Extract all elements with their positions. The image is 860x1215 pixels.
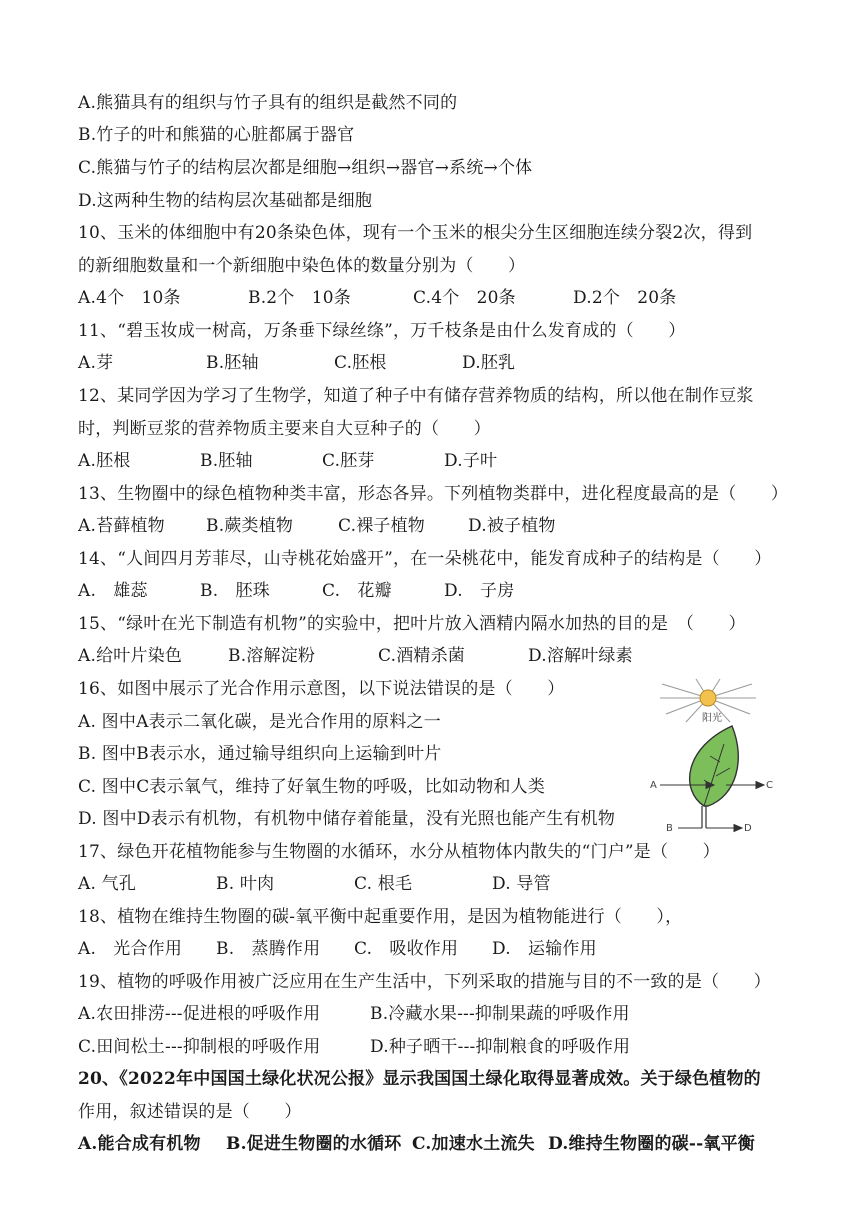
- q14-option-d: D. 子房: [444, 581, 515, 601]
- q19-options-row1: [78, 1003, 662, 1025]
- q18-option-c: C. 吸收作用: [354, 939, 459, 959]
- q17-option-a: A. 气孔: [78, 874, 137, 894]
- q20-option-d: D.维持生物圈的碳--氧平衡: [548, 1134, 755, 1154]
- label-d: D: [744, 823, 752, 834]
- q19-options-row2: [78, 1036, 662, 1058]
- q17-stem: 17、绿色开花植物能参与生物圈的水循环，水分从植物体内散失的“门户”是（ ）: [78, 842, 720, 862]
- q20-stem-line1: 20、《2022年中国国土绿化状况公报》显示我国国土绿化取得显著成效。关于绿色植物的: [78, 1069, 761, 1089]
- q20-option-a: A.能合成有机物: [78, 1134, 201, 1154]
- q13-options: [78, 515, 556, 537]
- sun-label: 阳光: [702, 713, 722, 724]
- q13-option-c: C.裸子植物: [338, 516, 426, 536]
- q10-options: [78, 287, 676, 309]
- label-a: A: [650, 780, 657, 791]
- q19-option-d: D.种子晒干---抑制粮食的呼吸作用: [370, 1037, 631, 1057]
- q12-option-a: A.胚根: [78, 451, 131, 471]
- q11-option-b: B.胚轴: [206, 353, 259, 373]
- q17-option-c: C. 根毛: [354, 874, 413, 894]
- q16-option-a: A. 图中A表示二氧化碳，是光合作用的原料之一: [78, 712, 441, 732]
- q11-stem: 11、“碧玉妆成一树高，万条垂下绿丝绦”，万千枝条是由什么发育成的（ ）: [78, 321, 686, 341]
- leaf-icon: [690, 726, 739, 828]
- label-c: C: [766, 780, 773, 791]
- q16-option-c: C. 图中C表示氧气，维持了好氧生物的呼吸，比如动物和人类: [78, 777, 546, 797]
- q15-option-b: B.溶解淀粉: [228, 646, 316, 666]
- q15-option-d: D.溶解叶绿素: [528, 646, 633, 666]
- photosynthesis-diagram: [640, 678, 780, 838]
- q13-option-b: B.蕨类植物: [206, 516, 294, 536]
- q18-option-b: B. 蒸腾作用: [216, 939, 321, 959]
- q14-stem: 14、“人间四月芳菲尽，山寺桃花始盛开”，在一朵桃花中，能发育成种子的结构是（ ）: [78, 549, 772, 569]
- q11-option-a: A.芽: [78, 353, 114, 373]
- q10-option-b: B.2个 10条: [248, 288, 351, 308]
- q10-stem-line1: 10、玉米的体细胞中有20条染色体，现有一个玉米的根尖分生区细胞连续分裂2次，得到: [78, 223, 753, 243]
- q13-option-d: D.被子植物: [468, 516, 556, 536]
- q11-option-d: D.胚乳: [462, 353, 516, 373]
- q10-option-a: A.4个 10条: [78, 288, 181, 308]
- q15-option-a: A.给叶片染色: [78, 646, 183, 666]
- q14-option-c: C. 花瓣: [322, 581, 392, 601]
- q11-option-c: C.胚根: [334, 353, 387, 373]
- q18-options: [78, 938, 630, 960]
- q17-options: [78, 873, 630, 895]
- q14-option-b: B. 胚珠: [200, 581, 270, 601]
- q20-option-c: C.加速水土流失: [412, 1134, 535, 1154]
- q19-stem: 19、植物的呼吸作用被广泛应用在生产生活中，下列采取的措施与目的不一致的是（ ）: [78, 972, 771, 992]
- q9-option-b: B.竹子的叶和熊猫的心脏都属于器官: [78, 125, 355, 145]
- label-b: B: [666, 823, 673, 834]
- q19-option-a: A.农田排涝---促进根的呼吸作用: [78, 1004, 321, 1024]
- q16-option-d: D. 图中D表示有机物，有机物中储存着能量，没有光照也能产生有机物: [78, 809, 616, 829]
- q18-option-d: D. 运输作用: [492, 939, 597, 959]
- q12-stem-line2: 时，判断豆浆的营养物质主要来自大豆种子的（ ）: [78, 419, 491, 439]
- q12-option-b: B.胚轴: [200, 451, 253, 471]
- q10-option-c: C.4个 20条: [413, 288, 516, 308]
- q18-stem: 18、植物在维持生物圈的碳-氧平衡中起重要作用，是因为植物能进行（ ），: [78, 907, 683, 927]
- q12-option-c: C.胚芽: [322, 451, 375, 471]
- q17-option-b: B. 叶肉: [216, 874, 275, 894]
- q14-option-a: A. 雄蕊: [78, 581, 148, 601]
- q14-options: [78, 580, 566, 602]
- q20-stem-line2: 作用，叙述错误的是（ ）: [78, 1102, 302, 1122]
- q18-option-a: A. 光合作用: [78, 939, 183, 959]
- q12-options: [78, 450, 566, 472]
- q15-option-c: C.酒精杀菌: [378, 646, 466, 666]
- q19-option-b: B.冷藏水果---抑制果蔬的呼吸作用: [370, 1004, 630, 1024]
- photosynthesis-svg: [640, 678, 780, 838]
- q15-options: [78, 645, 678, 667]
- q12-option-d: D.子叶: [444, 451, 498, 471]
- q20-option-b: B.促进生物圈的水循环: [226, 1134, 402, 1154]
- q19-option-c: C.田间松土---抑制根的呼吸作用: [78, 1037, 321, 1057]
- q9-option-c: C.熊猫与竹子的结构层次都是细胞→组织→器官→系统→个体: [78, 158, 533, 178]
- q13-option-a: A.苔藓植物: [78, 516, 165, 536]
- q9-option-a: A.熊猫具有的组织与竹子具有的组织是截然不同的: [78, 93, 458, 113]
- q20-options: [78, 1133, 755, 1155]
- q10-stem-line2: 的新细胞数量和一个新细胞中染色体的数量分别为（ ）: [78, 256, 526, 276]
- q12-stem-line1: 12、某同学因为学习了生物学，知道了种子中有储存营养物质的结构，所以他在制作豆浆: [78, 386, 754, 406]
- q10-option-d: D.2个 20条: [573, 288, 677, 308]
- q16-stem: 16、如图中展示了光合作用示意图，以下说法错误的是（ ）: [78, 679, 565, 699]
- q15-stem: 15、“绿叶在光下制造有机物”的实验中，把叶片放入酒精内隔水加热的目的是 （ ）: [78, 614, 746, 634]
- q16-option-b: B. 图中B表示水，通过输导组织向上运输到叶片: [78, 744, 442, 764]
- q11-options: [78, 352, 590, 374]
- q9-option-d: D.这两种生物的结构层次基础都是细胞: [78, 191, 373, 211]
- q13-stem: 13、生物圈中的绿色植物种类丰富，形态各异。下列植物类群中，进化程度最高的是（ ）: [78, 484, 789, 504]
- q17-option-d: D. 导管: [492, 874, 551, 894]
